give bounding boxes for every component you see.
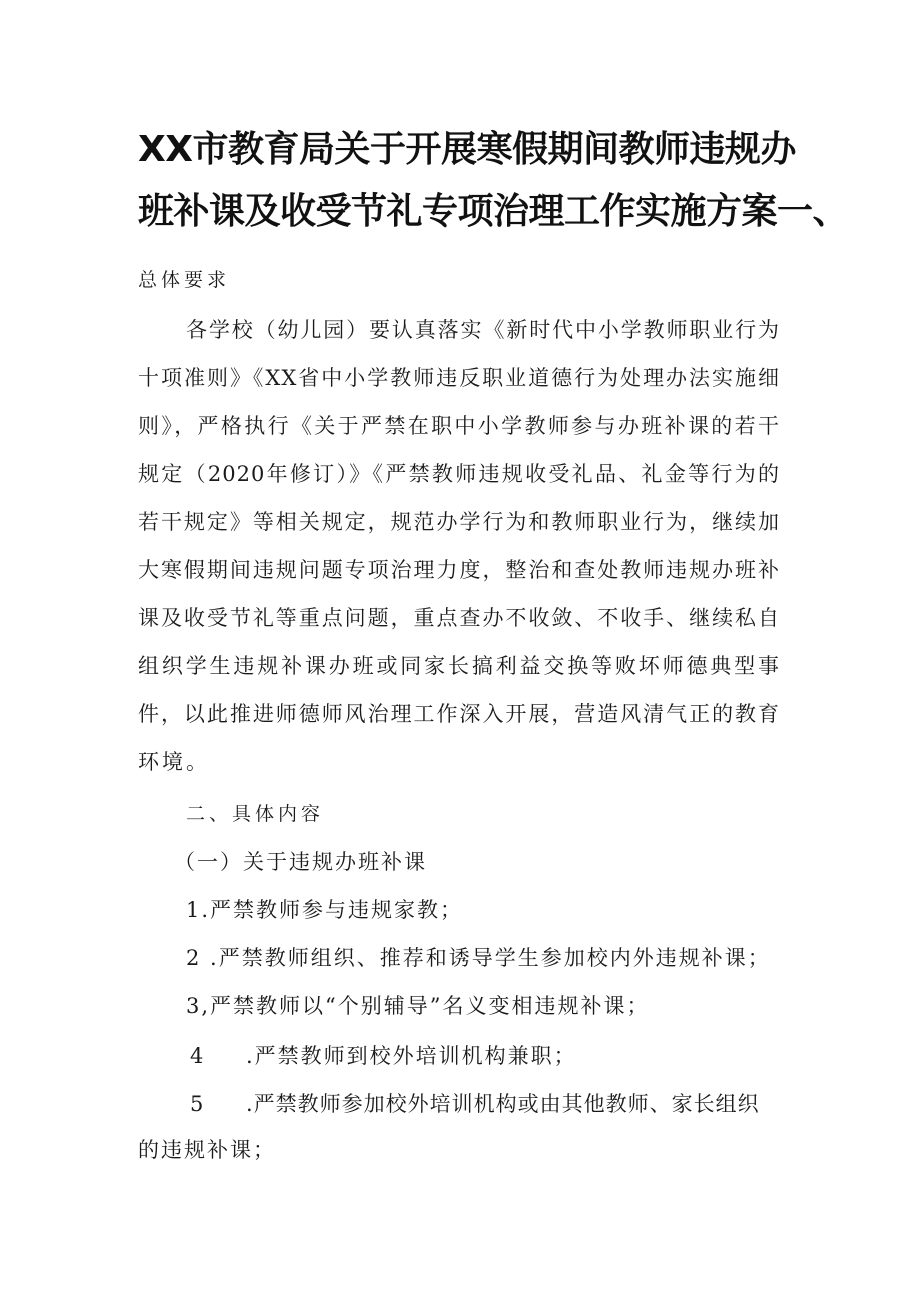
- list-item-4-number: 4: [190, 1044, 207, 1068]
- list-item-2: 2 .严禁教师组织、推荐和诱导学生参加校内外违规补课；: [186, 946, 771, 970]
- paragraph-line: 规定（2020年修订）》《严禁教师违规收受礼品、礼金等行为的: [138, 462, 780, 486]
- paragraph-line: 环境。: [138, 750, 210, 774]
- paragraph-line: 课及收受节礼等重点问题，重点查办不收敛、不收手、继续私自: [138, 606, 780, 630]
- section-heading-specific-content: 二、具体内容: [186, 803, 325, 825]
- paragraph-line: 各学校（幼儿园）要认真落实《新时代中小学教师职业行为: [186, 318, 780, 342]
- document-title-line-1: XX市教育局关于开展寒假期间教师违规办: [138, 129, 797, 170]
- paragraph-line: 十项准则》《XX省中小学教师违反职业道德行为处理办法实施细: [138, 366, 780, 390]
- list-item-5-number: 5: [190, 1092, 207, 1116]
- list-item-5-continuation: 的违规补课；: [138, 1138, 276, 1162]
- paragraph-line: 则》，严格执行《关于严禁在职中小学教师参与办班补课的若干: [138, 414, 780, 438]
- list-item-1: 1.严禁教师参与违规家教；: [186, 898, 464, 922]
- list-item-3: 3,严禁教师以“个别辅导”名义变相违规补课；: [186, 994, 650, 1018]
- list-item-4-text: .严禁教师到校外培训机构兼职；: [246, 1044, 577, 1068]
- list-item-5-text: .严禁教师参加校外培训机构或由其他教师、家长组织: [246, 1092, 760, 1116]
- document-title-line-2: 班补课及收受节礼专项治理工作实施方案一、: [138, 191, 849, 232]
- section-heading-general-requirements: 总体要求: [138, 269, 231, 291]
- paragraph-line: 若干规定》等相关规定，规范办学行为和教师职业行为，继续加: [138, 510, 780, 534]
- paragraph-line: 大寒假期间违规问题专项治理力度，整治和查处教师违规办班补: [138, 558, 780, 582]
- paragraph-line: 件，以此推进师德师风治理工作深入开展，营造风清气正的教育: [138, 702, 780, 726]
- paragraph-line: 组织学生违规补课办班或同家长搞利益交换等败坏师德典型事: [138, 654, 780, 678]
- subsection-heading-illegal-tutoring: （一）关于违规办班补课: [174, 850, 427, 874]
